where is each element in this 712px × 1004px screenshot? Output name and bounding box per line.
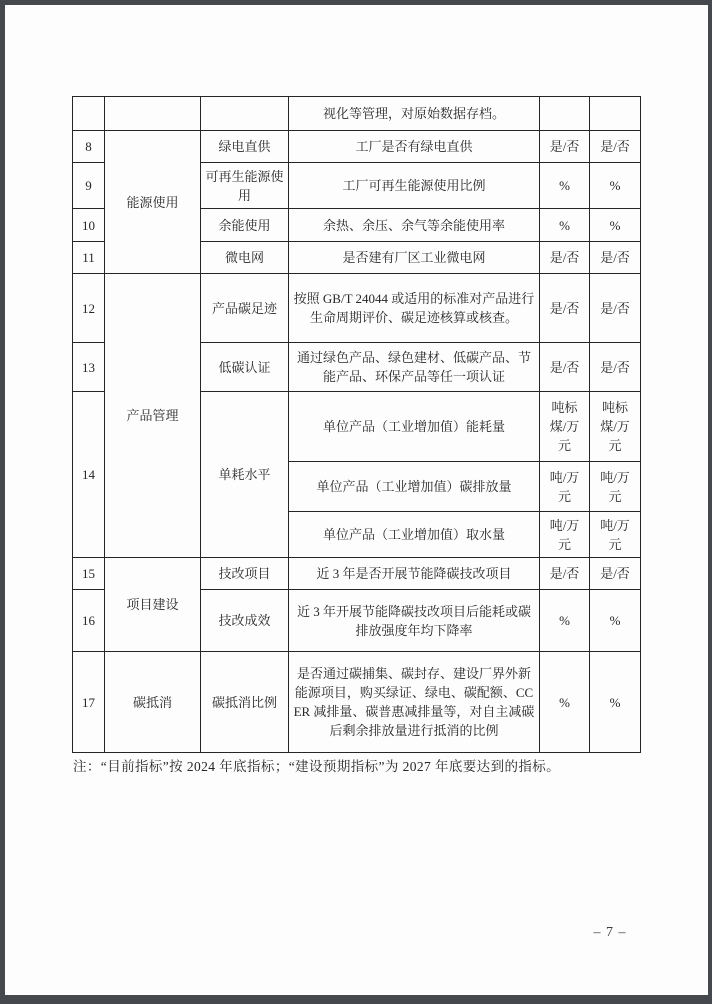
cell-expected-indicator: 是/否 (590, 131, 641, 163)
page-sheet (5, 5, 708, 995)
cell-current-indicator: 是/否 (540, 343, 590, 392)
cell-category-energy-use: 能源使用 (105, 131, 201, 274)
cell-current-indicator: % (540, 652, 590, 753)
cell-serial-number: 11 (73, 242, 105, 274)
cell-category-product-management: 产品管理 (105, 274, 201, 558)
cell-expected-indicator: % (590, 163, 641, 209)
cell-serial-number: 10 (73, 209, 105, 242)
cell-indicator-desc: 近 3 年开展节能降碳技改项目后能耗或碳排放强度年均下降率 (289, 590, 540, 652)
cell-indicator-desc: 按照 GB/T 24044 或适用的标准对产品进行生命周期评价、碳足迹核算或核查。 (289, 274, 540, 343)
page-number: – 7 – (593, 925, 627, 940)
cell-expected-indicator: % (590, 209, 641, 242)
cell-current-indicator: 是/否 (540, 131, 590, 163)
cell-indicator-desc: 工厂可再生能源使用比例 (289, 163, 540, 209)
cell-current-indicator: 是/否 (540, 274, 590, 343)
cell-indicator-desc: 通过绿色产品、绿色建材、低碳产品、节能产品、环保产品等任一项认证 (289, 343, 540, 392)
cell-serial-number: 8 (73, 131, 105, 163)
cell-expected-indicator: 吨/万元 (590, 462, 641, 512)
cell-current-indicator: 吨/万元 (540, 462, 590, 512)
cell-serial-number: 14 (73, 392, 105, 558)
table-row-12 (73, 274, 641, 343)
cell-current-indicator: % (540, 209, 590, 242)
cell-serial-number: 13 (73, 343, 105, 392)
cell-expected-indicator: % (590, 590, 641, 652)
cell-indicator-desc: 近 3 年是否开展节能降碳技改项目 (289, 558, 540, 590)
cell-indicator-desc: 余热、余压、余气等余能使用率 (289, 209, 540, 242)
cell-expected-indicator: 吨/万元 (590, 512, 641, 558)
cell-serial-number: 9 (73, 163, 105, 209)
cell-serial-number: 16 (73, 590, 105, 652)
cell-secondary-indicator: 低碳认证 (201, 343, 289, 392)
indicator-table (72, 96, 641, 753)
cell-current-indicator: 是/否 (540, 558, 590, 590)
cell-secondary-indicator: 微电网 (201, 242, 289, 274)
cell-current-indicator (540, 97, 590, 131)
cell-secondary-indicator: 产品碳足迹 (201, 274, 289, 343)
cell-serial-number: 15 (73, 558, 105, 590)
cell-serial-number (73, 97, 105, 131)
cell-indicator-desc: 单位产品（工业增加值）取水量 (289, 512, 540, 558)
cell-secondary-indicator: 单耗水平 (201, 392, 289, 558)
cell-expected-indicator: 是/否 (590, 558, 641, 590)
cell-indicator-desc: 单位产品（工业增加值）能耗量 (289, 392, 540, 462)
cell-category-project-construction: 项目建设 (105, 558, 201, 652)
footnote: 注：“目前指标”按 2024 年底指标；“建设预期指标”为 2027 年底要达到的指标。 (73, 759, 561, 774)
cell-secondary-indicator (201, 97, 289, 131)
cell-current-indicator: % (540, 590, 590, 652)
cell-serial-number: 17 (73, 652, 105, 753)
cell-expected-indicator: % (590, 652, 641, 753)
cell-expected-indicator: 是/否 (590, 242, 641, 274)
cell-secondary-indicator: 可再生能源使用 (201, 163, 289, 209)
cell-serial-number: 12 (73, 274, 105, 343)
cell-indicator-desc: 是否通过碳捕集、碳封存、建设厂界外新能源项目，购买绿证、绿电、碳配额、CCER 减排量、碳普惠减排量等，对自主减碳后剩余排放量进行抵消的比例 (289, 652, 540, 753)
cell-secondary-indicator: 技改项目 (201, 558, 289, 590)
cell-current-indicator: 吨/万元 (540, 512, 590, 558)
cell-expected-indicator: 是/否 (590, 274, 641, 343)
cell-current-indicator: % (540, 163, 590, 209)
cell-secondary-indicator: 碳抵消比例 (201, 652, 289, 753)
table-row-continuation (73, 97, 641, 131)
cell-current-indicator: 是/否 (540, 242, 590, 274)
cell-category-carbon-offset: 碳抵消 (105, 652, 201, 753)
cell-indicator-desc: 工厂是否有绿电直供 (289, 131, 540, 163)
cell-indicator-desc: 是否建有厂区工业微电网 (289, 242, 540, 274)
cell-secondary-indicator: 技改成效 (201, 590, 289, 652)
cell-expected-indicator (590, 97, 641, 131)
cell-indicator-desc: 视化等管理，对原始数据存档。 (289, 97, 540, 131)
table-row-15 (73, 558, 641, 590)
cell-secondary-indicator: 余能使用 (201, 209, 289, 242)
cell-category (105, 97, 201, 131)
cell-expected-indicator: 吨标煤/万元 (590, 392, 641, 462)
cell-indicator-desc: 单位产品（工业增加值）碳排放量 (289, 462, 540, 512)
cell-expected-indicator: 是/否 (590, 343, 641, 392)
table-row-17 (73, 652, 641, 753)
cell-current-indicator: 吨标煤/万元 (540, 392, 590, 462)
cell-secondary-indicator: 绿电直供 (201, 131, 289, 163)
table-row-8 (73, 131, 641, 163)
